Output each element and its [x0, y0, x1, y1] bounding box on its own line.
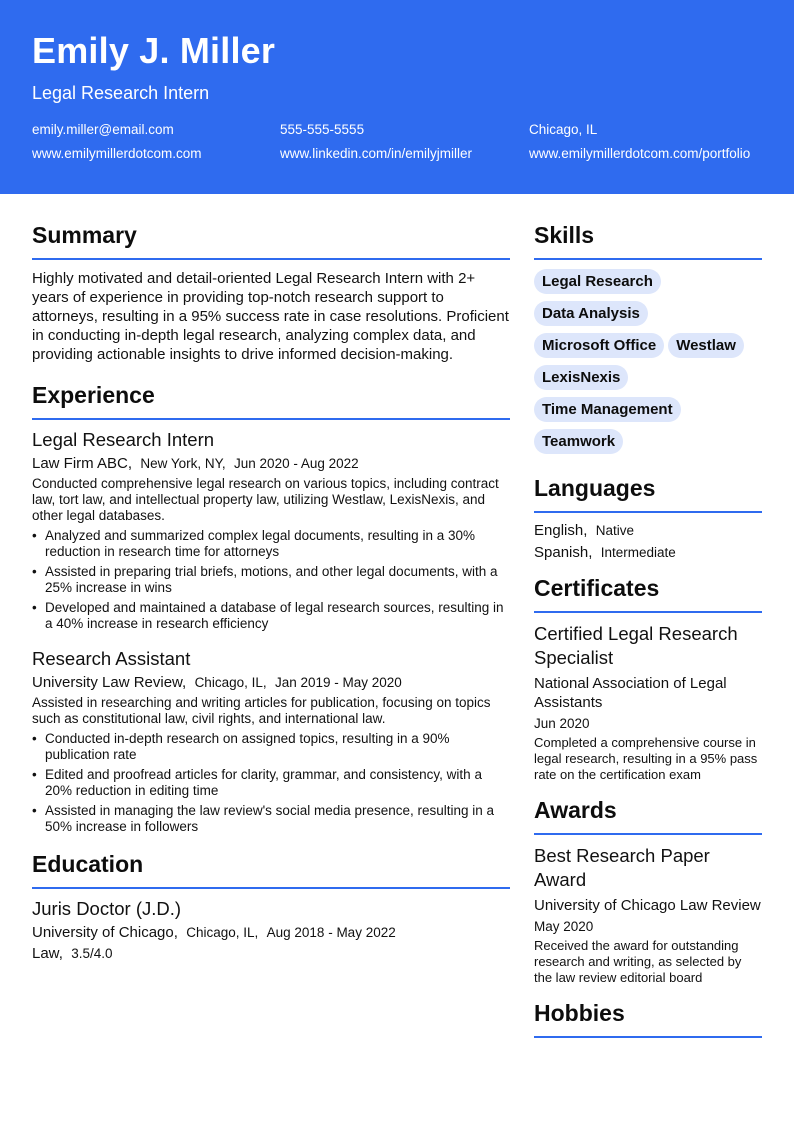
skill-pill: Legal Research — [534, 269, 661, 294]
experience-section — [32, 382, 510, 835]
language-item — [534, 522, 762, 539]
bullet-item: • Assisted in managing the law review's social media presence, resulting in a 50% increase in followers — [32, 803, 495, 834]
skill-pill: Time Management — [534, 397, 681, 422]
contact-phone[interactable]: 555-555-5555 — [280, 122, 365, 137]
education-field: Law, — [32, 945, 63, 962]
languages-heading: Languages — [534, 475, 762, 513]
language-name: Spanish, — [534, 544, 593, 561]
resume-header — [0, 0, 794, 194]
skill-pill: Teamwork — [534, 429, 623, 454]
summary-section — [32, 222, 510, 364]
job-entry — [32, 429, 510, 632]
education-meta — [32, 924, 510, 941]
certificate-title: Certified Legal Research Specialist — [534, 623, 738, 668]
bullet-dot-icon: • — [32, 528, 37, 543]
award-org: University of Chicago Law Review — [534, 897, 761, 914]
bullet-item: • Assisted in preparing trial briefs, motions, and other legal documents, with a 25% increase in wins — [32, 564, 498, 595]
bullet-dot-icon: • — [32, 564, 37, 579]
awards-section — [534, 797, 762, 986]
skill-pill: Microsoft Office — [534, 333, 664, 358]
skills-section — [534, 222, 762, 461]
education-field-gpa — [32, 945, 510, 962]
job-entry — [32, 648, 510, 835]
candidate-name: Emily J. Miller — [32, 30, 276, 71]
job-description: Conducted comprehensive legal research on various topics, including contract law, tort law, and intellectual property law, utilizing Westlaw, LexisNexis, and other legal databases. — [32, 476, 499, 523]
language-level: Native — [595, 523, 634, 538]
hobbies-heading: Hobbies — [534, 1000, 762, 1038]
bullet-dot-icon: • — [32, 600, 37, 615]
bullet-item: • Edited and proofread articles for clarity, grammar, and consistency, with a 20% reduction in editing time — [32, 767, 482, 798]
certificate-description: Completed a comprehensive course in legal research, resulting in a 95% pass rate on the certification exam — [534, 735, 758, 782]
job-meta — [32, 674, 510, 691]
job-org: Law Firm ABC, — [32, 455, 133, 472]
bullet-dot-icon: • — [32, 767, 37, 782]
bullet-dot-icon: • — [32, 803, 37, 818]
job-dates: Jan 2019 - May 2020 — [274, 675, 402, 690]
skills-heading: Skills — [534, 222, 762, 260]
job-org: University Law Review, — [32, 674, 187, 691]
language-level: Intermediate — [600, 545, 676, 560]
job-location: New York, NY, — [140, 456, 226, 471]
award-date: May 2020 — [534, 919, 594, 934]
skill-pill: LexisNexis — [534, 365, 628, 390]
job-bullets — [32, 731, 510, 835]
bullet-item: • Developed and maintained a database of legal research sources, resulting in a 40% increase in research efficiency — [32, 600, 504, 631]
contact-email[interactable]: emily.miller@email.com — [32, 122, 174, 137]
award-title: Best Research Paper Award — [534, 845, 710, 890]
certificates-section — [534, 575, 762, 783]
bullet-dot-icon: • — [32, 731, 37, 746]
skills-list — [534, 269, 762, 461]
language-name: English, — [534, 522, 588, 539]
education-section — [32, 851, 510, 962]
candidate-title: Legal Research Intern — [32, 83, 210, 103]
job-title: Legal Research Intern — [32, 429, 215, 450]
awards-heading: Awards — [534, 797, 762, 835]
certificate-date: Jun 2020 — [534, 716, 590, 731]
job-location: Chicago, IL, — [194, 675, 267, 690]
certificate-org: National Association of Legal Assistants — [534, 675, 727, 711]
education-school: University of Chicago, — [32, 924, 178, 941]
skill-pill: Data Analysis — [534, 301, 648, 326]
bullet-item: • Conducted in-depth research on assigned topics, resulting in a 90% publication rate — [32, 731, 450, 762]
contact-linkedin[interactable]: www.linkedin.com/in/emilyjmiller — [280, 146, 473, 161]
job-bullets — [32, 528, 510, 632]
side-column — [534, 222, 762, 1047]
award-description: Received the award for outstanding research and writing, as selected by the law review editorial board — [534, 938, 742, 985]
education-heading: Education — [32, 851, 510, 889]
hobbies-section — [534, 1000, 762, 1038]
education-dates: Aug 2018 - May 2022 — [266, 925, 396, 940]
job-title: Research Assistant — [32, 648, 191, 669]
education-location: Chicago, IL, — [186, 925, 259, 940]
languages-section — [534, 475, 762, 561]
summary-text: Highly motivated and detail-oriented Legal Research Intern with 2+ years of experience in providing top-notch research support to attorneys, resulting in a 95% success rate in case resolutions. Proficient in conducting in-depth legal research, analyzing complex data, and providing actionable insights to drive informed decision-making. — [32, 270, 509, 363]
education-gpa: 3.5/4.0 — [71, 946, 113, 961]
job-dates: Jun 2020 - Aug 2022 — [234, 456, 359, 471]
main-column — [32, 222, 510, 966]
contact-location: Chicago, IL — [529, 122, 598, 137]
language-item — [534, 544, 762, 561]
experience-heading: Experience — [32, 382, 510, 420]
education-degree: Juris Doctor (J.D.) — [32, 898, 182, 919]
certificates-heading: Certificates — [534, 575, 762, 613]
contact-portfolio[interactable]: www.emilymillerdotcom.com/portfolio — [529, 146, 751, 161]
bullet-item: • Analyzed and summarized complex legal documents, resulting in a 30% reduction in research time for attorneys — [32, 528, 475, 559]
job-meta — [32, 455, 510, 472]
contact-website[interactable]: www.emilymillerdotcom.com — [32, 146, 202, 161]
summary-heading: Summary — [32, 222, 510, 260]
job-description: Assisted in researching and writing articles for publication, focusing on topics such as constitutional law, civil rights, and international law. — [32, 695, 491, 726]
skill-pill: Westlaw — [668, 333, 744, 358]
